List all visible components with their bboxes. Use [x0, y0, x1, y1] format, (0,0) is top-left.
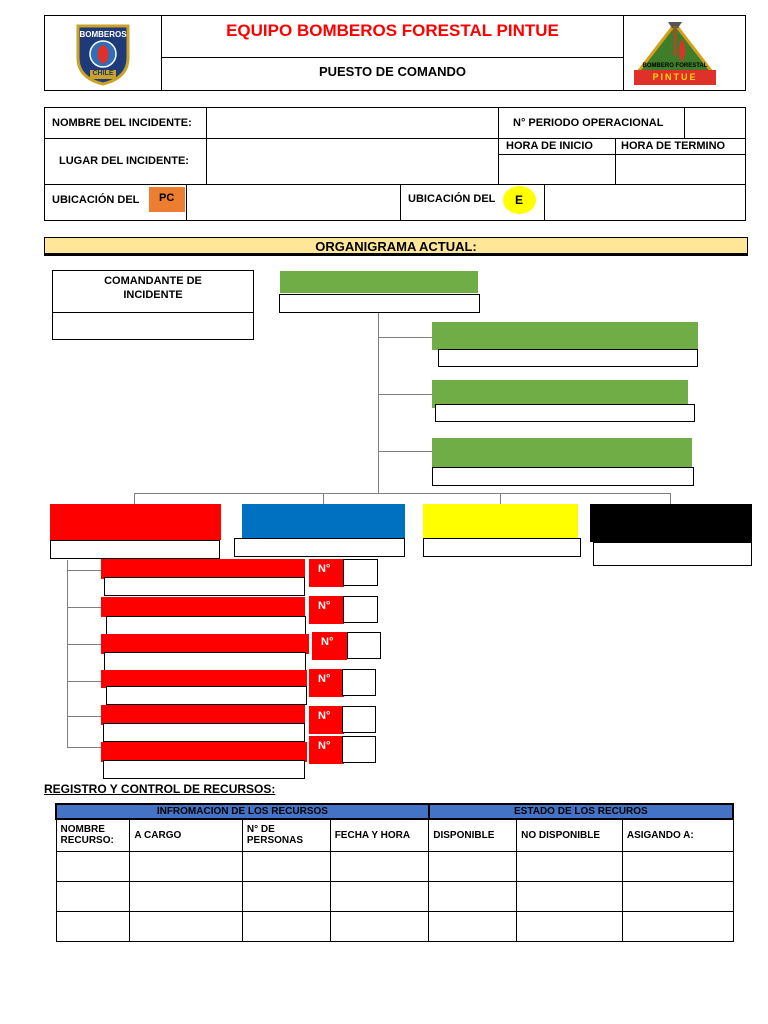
table-row — [56, 881, 733, 911]
unit-bar-6 — [101, 742, 307, 762]
commander-divider — [52, 312, 254, 313]
incident-row-line-2 — [44, 184, 746, 185]
unit-bar-3 — [101, 634, 309, 654]
section-bar-yellow — [423, 504, 578, 538]
unit-number-label-1: N° — [309, 559, 344, 587]
unit-hline-5 — [67, 716, 101, 717]
section-name-field-black[interactable] — [593, 542, 752, 566]
end-time-field[interactable] — [617, 156, 745, 183]
start-time-label: HORA DE INICIO — [506, 140, 593, 152]
e-badge-text: E — [515, 193, 524, 207]
org-hline-2 — [378, 394, 432, 395]
unit-bar-1 — [101, 559, 305, 579]
resources-title: REGISTRO Y CONTROL DE RECURSOS: — [44, 782, 276, 796]
unit-hline-1 — [67, 570, 101, 571]
incident-col-line-6 — [400, 184, 401, 221]
col-header-name: NOMBRE RECURSO: — [56, 819, 130, 851]
table-row — [56, 911, 733, 941]
table-cell[interactable] — [517, 911, 623, 941]
unit-number-field-6[interactable] — [342, 736, 376, 763]
incident-col-line-2 — [498, 107, 499, 184]
incident-col-line-5 — [186, 184, 187, 221]
unit-hline-2 — [67, 607, 101, 608]
unit-number-field-2[interactable] — [343, 596, 378, 623]
section-name-field-red[interactable] — [50, 540, 220, 559]
e-location-field[interactable] — [546, 186, 744, 219]
resources-group-status: ESTADO DE LOS RECUROS — [429, 804, 733, 819]
table-cell[interactable] — [56, 911, 130, 941]
command-name-field[interactable] — [279, 294, 480, 313]
table-cell[interactable] — [242, 851, 330, 881]
incident-col-line-4 — [615, 138, 616, 184]
incident-col-line-3 — [684, 107, 685, 138]
table-cell[interactable] — [242, 881, 330, 911]
unit-hline-4 — [67, 681, 101, 682]
command-bar-green — [280, 271, 478, 293]
col-header-date-time: FECHA Y HORA — [330, 819, 429, 851]
bomberos-chile-logo — [70, 20, 136, 86]
incident-col-line-1 — [206, 107, 207, 184]
header-divider-mid — [161, 57, 623, 58]
incident-row-line-1 — [44, 138, 746, 139]
unit-hline-6 — [67, 747, 101, 748]
section-bar-black — [590, 504, 752, 542]
org-hline-1 — [378, 337, 432, 338]
right-logo-line1: BOMBERO FORESTAL — [642, 63, 708, 69]
table-cell[interactable] — [622, 911, 733, 941]
unit-vline — [67, 560, 68, 748]
col-header-persons: N° DE PERSONAS — [242, 819, 330, 851]
commander-name-field[interactable] — [54, 314, 252, 338]
document-title: EQUIPO BOMBEROS FORESTAL PINTUE — [226, 21, 559, 40]
e-location-label: UBICACIÓN DEL — [408, 193, 496, 205]
table-cell[interactable] — [517, 851, 623, 881]
incident-name-label: NOMBRE DEL INCIDENTE: — [52, 117, 192, 129]
org-chart-banner — [44, 237, 748, 256]
section-name-field-yellow[interactable] — [423, 538, 581, 557]
pc-location-field[interactable] — [188, 186, 398, 219]
col-header-available: DISPONIBLE — [429, 819, 517, 851]
table-cell[interactable] — [330, 851, 429, 881]
unit-name-field-1[interactable] — [104, 577, 305, 596]
unit-hline-3 — [67, 644, 101, 645]
org-drop-4 — [670, 493, 671, 504]
left-logo-bottom-text: CHILE — [92, 70, 114, 77]
table-cell[interactable] — [429, 911, 517, 941]
pc-location-label: UBICACIÓN DEL — [52, 194, 140, 206]
table-cell[interactable] — [330, 881, 429, 911]
right-logo-line2: PINTUE — [652, 72, 698, 82]
resources-table — [55, 803, 734, 942]
end-time-label: HORA DE TERMINO — [621, 140, 726, 152]
incident-place-label: LUGAR DEL INCIDENTE: — [59, 155, 189, 167]
left-logo-top-text: BOMBEROS — [79, 30, 127, 39]
org-drop-3 — [500, 493, 501, 504]
staff-name-field-3[interactable] — [432, 467, 694, 486]
incident-place-field[interactable] — [208, 140, 496, 183]
table-cell[interactable] — [622, 881, 733, 911]
resources-group-info: INFROMACION DE LOS RECURSOS — [56, 804, 429, 819]
section-bar-blue — [242, 504, 405, 540]
staff-name-field-1[interactable] — [438, 349, 698, 367]
table-cell[interactable] — [429, 851, 517, 881]
document-subtitle: PUESTO DE COMANDO — [318, 64, 467, 79]
table-cell[interactable] — [130, 851, 242, 881]
unit-number-field-3[interactable] — [347, 632, 381, 659]
unit-number-label-5: N° — [309, 706, 344, 734]
unit-number-field-4[interactable] — [342, 669, 376, 696]
table-cell[interactable] — [622, 851, 733, 881]
unit-name-field-5[interactable] — [103, 723, 305, 742]
org-hline-3 — [378, 451, 432, 452]
staff-bar-green-3 — [432, 438, 692, 468]
staff-bar-green-1 — [432, 322, 698, 350]
unit-bar-2 — [101, 597, 305, 617]
col-header-assigned: ASIGANDO A: — [622, 819, 733, 851]
staff-name-field-2[interactable] — [435, 404, 695, 422]
table-cell[interactable] — [242, 911, 330, 941]
incident-col-line-7 — [544, 184, 545, 221]
unit-number-field-5[interactable] — [342, 706, 376, 733]
table-row — [56, 851, 733, 881]
unit-number-label-4: N° — [309, 669, 344, 697]
table-cell[interactable] — [517, 881, 623, 911]
operational-period-label: N° PERIODO OPERACIONAL — [513, 117, 664, 129]
table-cell[interactable] — [56, 851, 130, 881]
pc-badge-text: PC — [159, 192, 175, 204]
unit-number-label-2: N° — [309, 596, 344, 624]
commander-label: COMANDANTE DE INCIDENTE — [104, 275, 202, 301]
bombero-forestal-pintue-logo — [632, 18, 718, 86]
col-header-in-charge: A CARGO — [130, 819, 242, 851]
operational-period-field[interactable] — [686, 109, 744, 137]
org-drop-1 — [134, 493, 135, 504]
unit-name-field-6[interactable] — [103, 760, 305, 779]
table-cell[interactable] — [330, 911, 429, 941]
table-cell[interactable] — [130, 881, 242, 911]
unit-name-field-4[interactable] — [106, 686, 307, 705]
unit-name-field-2[interactable] — [106, 616, 306, 635]
unit-number-label-3: N° — [312, 632, 347, 660]
unit-bar-5 — [101, 705, 305, 725]
e-badge — [503, 186, 536, 214]
org-vline-main — [378, 312, 379, 493]
incident-row-line-3 — [498, 154, 746, 155]
unit-name-field-3[interactable] — [104, 652, 306, 671]
start-time-field[interactable] — [500, 156, 614, 183]
table-cell[interactable] — [130, 911, 242, 941]
pc-badge — [149, 187, 185, 212]
header-divider-right — [623, 15, 624, 91]
org-drop-2 — [323, 493, 324, 504]
unit-number-field-1[interactable] — [343, 559, 378, 586]
org-hline-sections — [134, 493, 671, 494]
section-bar-red — [50, 504, 221, 540]
unit-number-label-6: N° — [309, 736, 344, 764]
table-cell[interactable] — [429, 881, 517, 911]
table-cell[interactable] — [56, 881, 130, 911]
org-chart-title: ORGANIGRAMA ACTUAL: — [315, 239, 477, 254]
col-header-unavailable: NO DISPONIBLE — [517, 819, 623, 851]
section-name-field-blue[interactable] — [234, 538, 405, 557]
incident-name-field[interactable] — [208, 109, 496, 137]
